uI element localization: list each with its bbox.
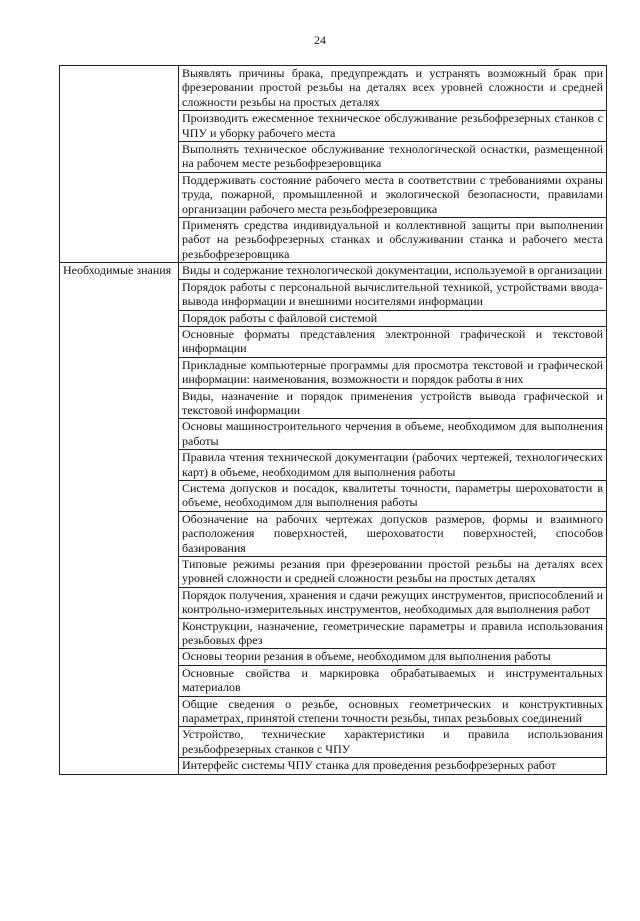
requirement-cell: Производить ежесменное техническое обслуживание резьбофрезерных станков с ЧПУ и уборку рабочего места: [179, 111, 607, 142]
section-label-cell: [60, 66, 179, 263]
requirement-cell: Прикладные компьютерные программы для просмотра текстовой и графической информации: наименования, возможности и порядок работы в них: [179, 357, 607, 388]
page-number: 24: [314, 33, 326, 47]
requirement-cell: Типовые режимы резания при фрезеровании простой резьбы на деталях всех уровней сложности и средней сложности резьбы на простых деталях: [179, 557, 607, 588]
requirement-cell: Выявлять причины брака, предупреждать и устранять возможный брак при фрезеровании простой резьбы на деталях всех уровней сложности и средней сложности резьбы на простых деталях: [179, 66, 607, 111]
requirement-cell: Конструкции, назначение, геометрические параметры и правила использования резьбовых фрез: [179, 618, 607, 649]
requirement-cell: Система допусков и посадок, квалитеты точности, параметры шероховатости в объеме, необходимом для выполнения работы: [179, 480, 607, 511]
requirement-cell: Основы машиностроительного черчения в объеме, необходимом для выполнения работы: [179, 419, 607, 450]
requirement-cell: Обозначение на рабочих чертежах допусков размеров, формы и взаимного расположения поверхностей, шероховатости поверхностей, способов базирования: [179, 511, 607, 556]
requirement-cell: Виды и содержание технологической документации, используемой в организации: [179, 263, 607, 279]
section-label-necessary-knowledge: Необходимые знания: [60, 263, 179, 774]
requirement-cell: Устройство, технические характеристики и правила использования резьбофрезерных станков с ЧПУ: [179, 727, 607, 758]
requirement-cell: Порядок получения, хранения и сдачи режущих инструментов, приспособлений и контрольно-измерительных инструментов, необходимых для выполнения работ: [179, 587, 607, 618]
requirement-cell: Основы теории резания в объеме, необходимом для выполнения работы: [179, 649, 607, 665]
requirement-cell: Применять средства индивидуальной и коллективной защиты при выполнении работ на резьбофрезерных станках и обслуживании станка и рабочего места резьбофрезеровщика: [179, 218, 607, 263]
requirement-cell: Интерфейс системы ЧПУ станка для проведения резьбофрезерных работ: [179, 758, 607, 774]
requirement-cell: Порядок работы с персональной вычислительной техникой, устройствами ввода-вывода информации и внешними носителями информации: [179, 279, 607, 310]
requirement-cell: Порядок работы с файловой системой: [179, 310, 607, 326]
requirement-cell: Основные свойства и маркировка обрабатываемых и инструментальных материалов: [179, 665, 607, 696]
requirement-cell: Основные форматы представления электронной графической и текстовой информации: [179, 326, 607, 357]
requirements-table: [59, 65, 607, 775]
requirement-cell: Правила чтения технической документации (рабочих чертежей, технологических карт) в объеме, необходимом для выполнения работы: [179, 450, 607, 481]
table-row: [60, 263, 607, 279]
requirement-cell: Поддерживать состояние рабочего места в соответствии с требованиями охраны труда, пожарной, промышленной и экологической безопасности, правилами организации рабочего места резьбофрезеровщика: [179, 172, 607, 217]
requirement-cell: Виды, назначение и порядок применения устройств вывода графической и текстовой информации: [179, 388, 607, 419]
requirement-cell: Общие сведения о резьбе, основных геометрических и конструктивных параметрах, принятой степени точности резьбы, типах резьбовых соединений: [179, 696, 607, 727]
requirement-cell: Выполнять техническое обслуживание технологической оснастки, размещенной на рабочем месте резьбофрезеровщика: [179, 142, 607, 173]
requirements-table-body: [60, 66, 607, 775]
table-row: [60, 66, 607, 111]
